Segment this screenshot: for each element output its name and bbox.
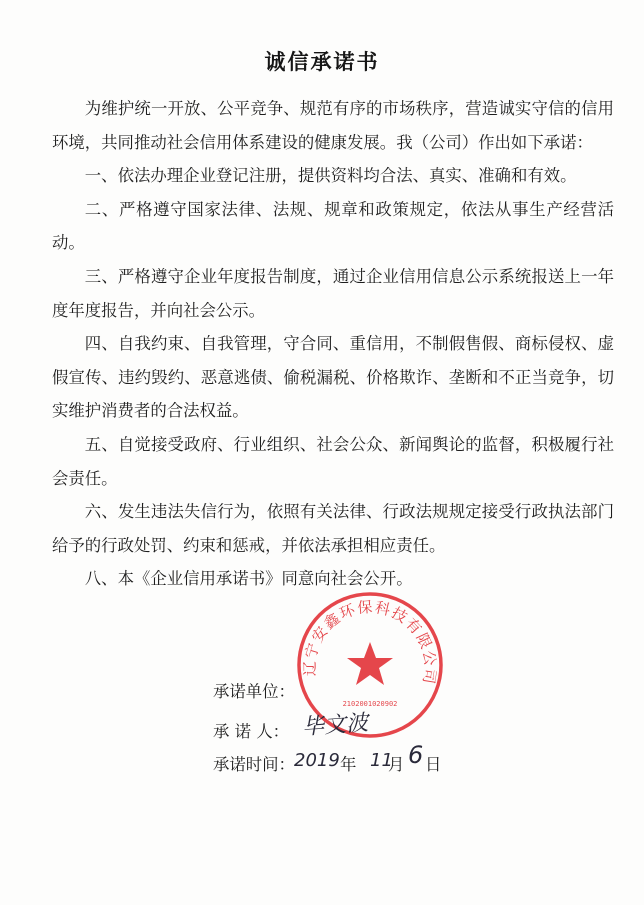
seal-code: 2102001020902 xyxy=(342,700,398,708)
commitment-item-3: 三、严格遵守企业年度报告制度，通过企业信用信息公示系统报送上一年度年度报告，并向社会公示。 xyxy=(52,266,614,320)
signature-person-label: 承 诺 人： xyxy=(213,722,289,741)
commitment-item-4: 四、自我约束、自我管理，守合同、重信用，不制假售假、商标侵权、虚假宣传、违约毁约、恶意逃债、偷税漏税、价格欺诈、垄断和不正当竞争，切实维护消费者的合法权益。 xyxy=(52,334,614,421)
commitment-item-1: 一、依法办理企业登记注册，提供资料均合法、真实、准确和有效。 xyxy=(84,166,577,186)
handwritten-day: 6 xyxy=(408,741,424,769)
commitment-item-2: 二、严格遵守国家法律、法规、规章和政策规定，依法从事生产经营活动。 xyxy=(52,199,614,253)
document-title: 诚信承诺书 xyxy=(264,49,380,74)
intro-paragraph: 为维护统一开放、公平竞争、规范有序的市场秩序，营造诚实守信的信用环境，共同推动社会信用体系建设的健康发展。我（公司）作出如下承诺： xyxy=(52,99,614,152)
handwritten-month: 11 xyxy=(370,750,393,771)
seal-star-icon xyxy=(347,642,393,685)
signature-time-label: 承诺时间： xyxy=(213,755,295,774)
year-char: 年 xyxy=(340,755,357,774)
handwritten-signature: 毕文波 xyxy=(301,710,369,741)
seal-text: 辽宁安鑫环保科技有限公司 xyxy=(300,597,440,687)
commitment-item-6: 六、发生违法失信行为，依照有关法律、行政法规规定接受行政执法部门给予的行政处罚、约束和惩戒，并依法承担相应责任。 xyxy=(52,502,614,555)
document-body xyxy=(52,92,614,596)
commitment-item-8: 八、本《企业信用承诺书》同意向社会公开。 xyxy=(84,569,413,589)
signature-unit-label: 承诺单位： xyxy=(213,682,295,701)
handwritten-year: 2019 xyxy=(294,750,340,771)
commitment-item-5: 五、自觉接受政府、行业组织、社会公众、新闻舆论的监督，积极履行社会责任。 xyxy=(52,434,614,488)
month-char: 月 xyxy=(388,755,405,774)
day-char: 日 xyxy=(425,755,442,774)
